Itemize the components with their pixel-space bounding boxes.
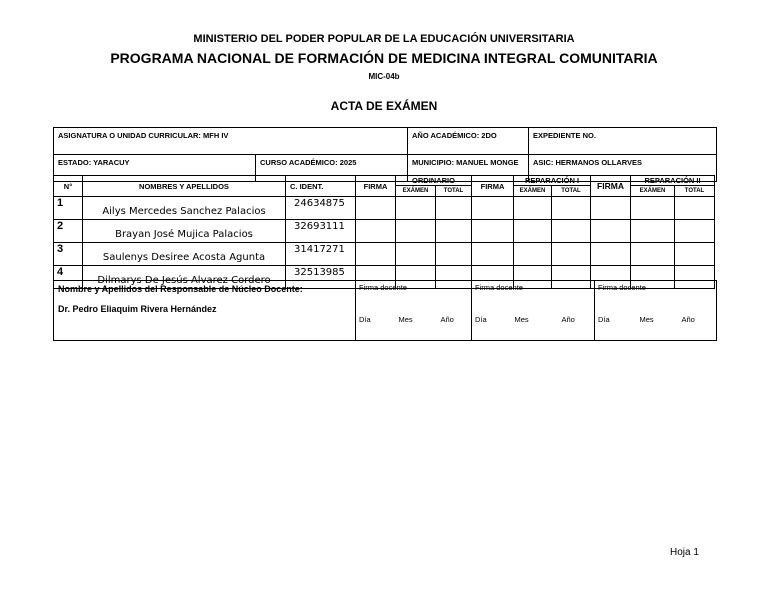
row-number: 3	[54, 243, 83, 266]
reparacion1-header: REPARACIÓN I	[514, 176, 591, 186]
firma-cell[interactable]	[356, 220, 396, 243]
anio-field[interactable]: Año	[438, 313, 472, 341]
total-subheader: TOTAL	[552, 186, 591, 197]
examen-subheader: EXÁMEN	[396, 186, 436, 197]
table-row	[54, 220, 757, 243]
dia-field[interactable]: Día	[595, 313, 637, 341]
firma-cell[interactable]	[472, 197, 514, 220]
student-id: 32693111	[286, 220, 356, 243]
dia-field[interactable]: Día	[472, 313, 512, 341]
dia-field[interactable]: Día	[356, 313, 396, 341]
grade-cell[interactable]	[436, 220, 472, 243]
grade-cell[interactable]	[396, 197, 436, 220]
ministry-heading: MINISTERIO DEL PODER POPULAR DE LA EDUCACIÓN UNIVERSITARIA	[193, 33, 575, 45]
grade-cell[interactable]	[514, 243, 552, 266]
row-number: 2	[54, 220, 83, 243]
anio-field[interactable]: Año	[559, 313, 595, 341]
grade-cell[interactable]	[675, 197, 715, 220]
examen-subheader: EXÁMEN	[631, 186, 675, 197]
firma-cell[interactable]	[472, 220, 514, 243]
firma-docente-field[interactable]: Firma docente	[472, 281, 595, 314]
ordinario-header: ORDINARIO	[396, 176, 472, 186]
firma-cell[interactable]	[591, 243, 631, 266]
estado-field: ESTADO: YARACUY	[54, 155, 256, 182]
grade-cell[interactable]	[552, 220, 591, 243]
expediente-field: EXPEDIENTE NO.	[529, 128, 717, 155]
firma-cell[interactable]	[591, 220, 631, 243]
grade-cell[interactable]	[631, 243, 675, 266]
program-heading: PROGRAMA NACIONAL DE FORMACIÓN DE MEDICINA INTEGRAL COMUNITARIA	[110, 50, 658, 66]
col-firma-header: FIRMA	[472, 176, 514, 197]
col-firma-header: FIRMA	[591, 176, 631, 197]
page-number: Hoja 1	[670, 547, 699, 558]
anio-field[interactable]: Año	[679, 313, 717, 341]
municipio-field: MUNICIPIO: MANUEL MONGE	[408, 155, 529, 182]
anio-academico-field: AÑO ACADÉMICO: 2DO	[408, 128, 529, 155]
grade-cell[interactable]	[675, 220, 715, 243]
student-id: 24634875	[286, 197, 356, 220]
student-name: Brayan José Mujica Palacios	[83, 220, 286, 243]
grade-cell[interactable]	[436, 197, 472, 220]
student-name: Ailys Mercedes Sanchez Palacios	[83, 197, 286, 220]
asic-field: ASIC: HERMANOS OLLARVES	[529, 155, 717, 182]
grades-table	[53, 175, 757, 289]
firma-cell[interactable]	[356, 197, 396, 220]
asignatura-field: ASIGNATURA O UNIDAD CURRICULAR: MFH IV	[54, 128, 408, 155]
mes-field[interactable]: Mes	[637, 313, 679, 341]
responsible-block	[54, 281, 356, 341]
examen-subheader: EXÁMEN	[514, 186, 552, 197]
row-number: 1	[54, 197, 83, 220]
document-title: ACTA DE EXÁMEN	[330, 99, 438, 113]
responsible-label: Nombre y Apellidos del Responsable de Núcleo Docente:	[58, 284, 303, 294]
student-id: 32513985	[286, 266, 356, 289]
table-row	[54, 243, 757, 266]
form-code: MIC-04b	[368, 72, 400, 81]
grade-cell[interactable]	[396, 243, 436, 266]
grade-cell[interactable]	[552, 197, 591, 220]
grade-cell[interactable]	[514, 197, 552, 220]
total-subheader: TOTAL	[675, 186, 715, 197]
col-cident-header: C. IDENT.	[286, 176, 356, 197]
firma-docente-field[interactable]: Firma docente	[595, 281, 717, 314]
grade-cell[interactable]	[631, 220, 675, 243]
grade-cell[interactable]	[552, 243, 591, 266]
col-num-header: N°	[54, 176, 83, 197]
row-number: 4	[54, 266, 83, 289]
firma-cell[interactable]	[591, 197, 631, 220]
reparacion2-header: REPARACIÓN II	[631, 176, 715, 186]
total-subheader: TOTAL	[436, 186, 472, 197]
student-name: Saulenys Desiree Acosta Agunta	[83, 243, 286, 266]
grade-cell[interactable]	[631, 197, 675, 220]
grade-cell[interactable]	[675, 243, 715, 266]
mes-field[interactable]: Mes	[512, 313, 559, 341]
student-id: 31417271	[286, 243, 356, 266]
student-name: Dilmarys De Jesús Alvarez Cordero	[83, 266, 286, 289]
grade-cell[interactable]	[514, 220, 552, 243]
col-nombres-header: NOMBRES Y APELLIDOS	[83, 176, 286, 197]
grade-cell[interactable]	[396, 220, 436, 243]
mes-field[interactable]: Mes	[396, 313, 438, 341]
grade-cell[interactable]	[436, 243, 472, 266]
firma-docente-field[interactable]: Firma docente	[356, 281, 472, 314]
col-firma-header: FIRMA	[356, 176, 396, 197]
signature-table	[53, 280, 717, 341]
info-table	[53, 127, 717, 182]
firma-cell[interactable]	[472, 243, 514, 266]
responsible-name: Dr. Pedro Eliaquim Rivera Hernández	[58, 304, 217, 314]
table-row	[54, 197, 757, 220]
curso-field: CURSO ACADÉMICO: 2025	[256, 155, 408, 182]
firma-cell[interactable]	[356, 243, 396, 266]
